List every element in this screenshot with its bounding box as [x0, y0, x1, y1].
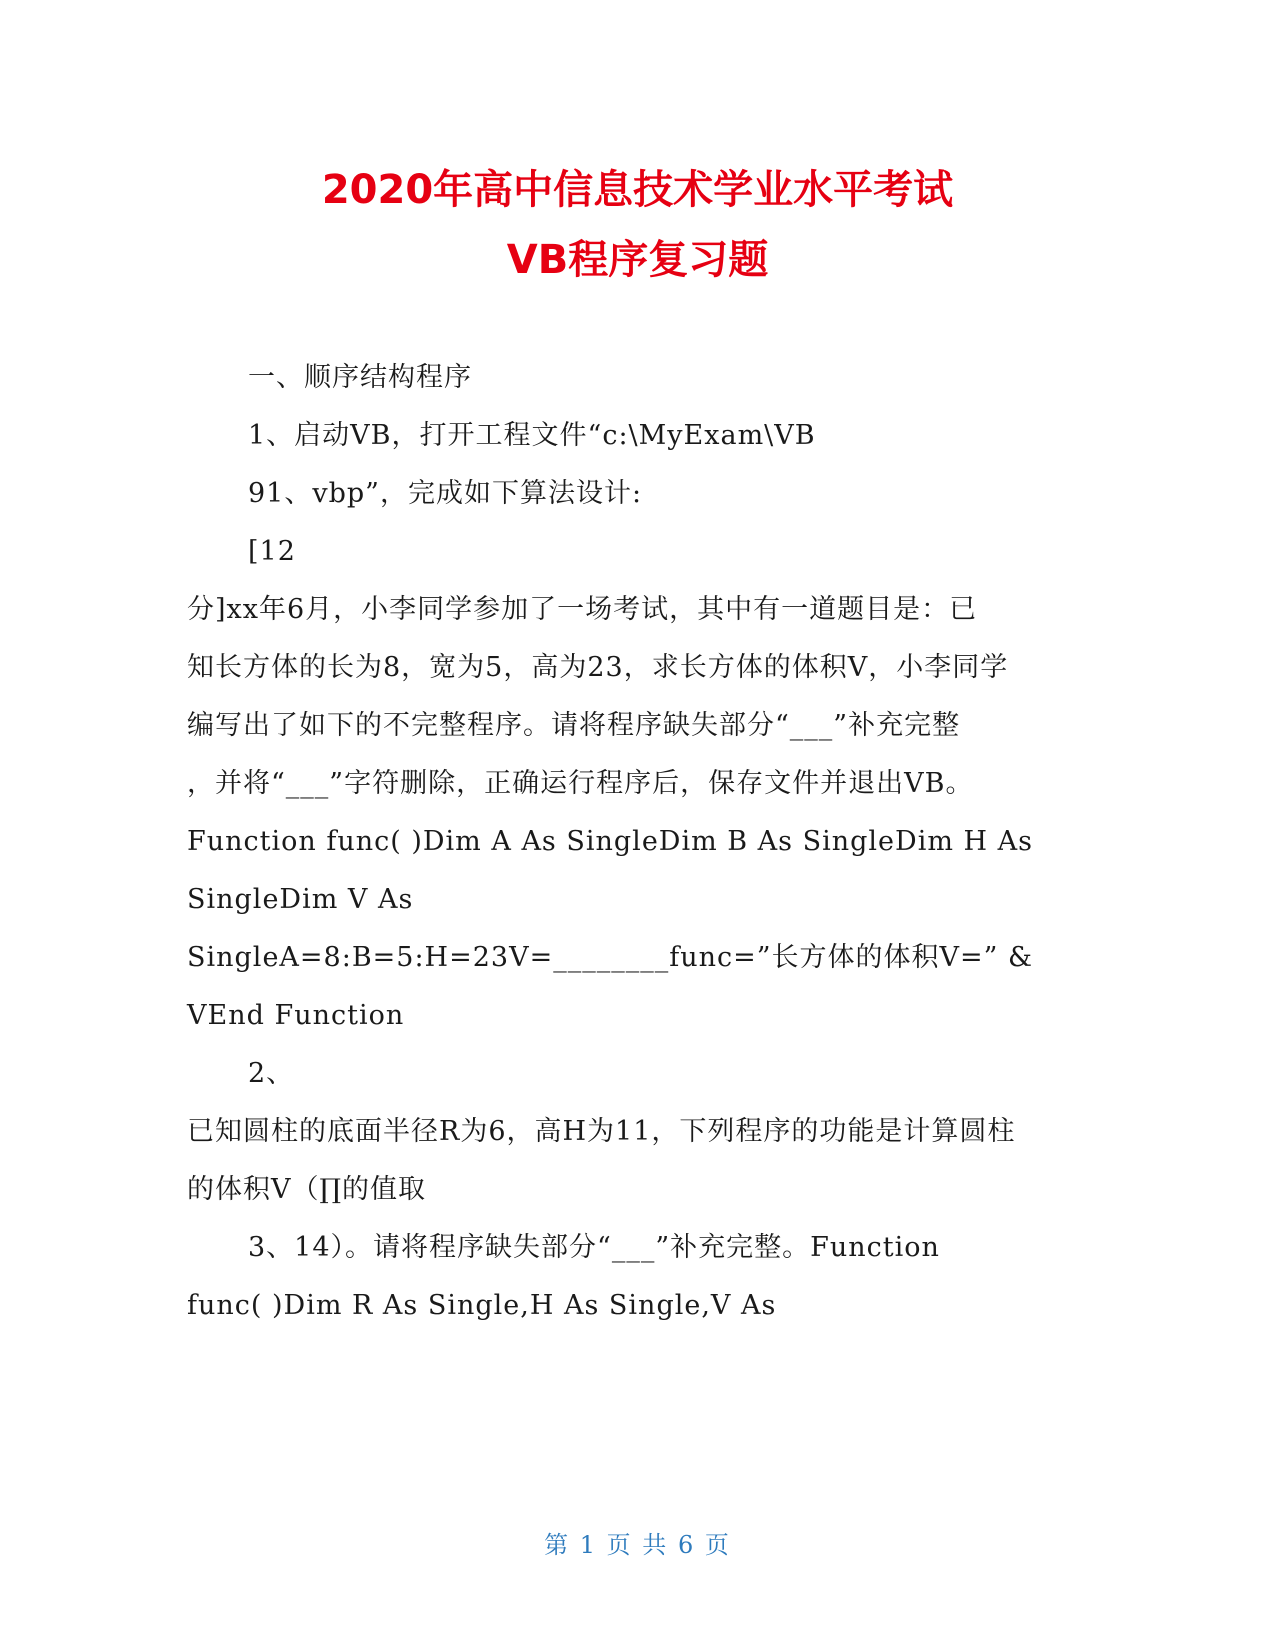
document-subtitle: VB程序复习题 — [506, 237, 769, 283]
code-line: Function func( )Dim A As SingleDim B As SingleDim H As — [187, 826, 1033, 857]
body-line: 知长方体的长为8，宽为5，高为23，求长方体的体积V，小李同学 — [187, 652, 1009, 683]
body-line: ，并将“___”字符删除，正确运行程序后，保存文件并退出VB。 — [187, 768, 974, 799]
document-title: 2020年高中信息技术学业水平考试 — [321, 167, 954, 213]
page-footer: 第 1 页 共 6 页 — [544, 1531, 731, 1559]
code-line: SingleDim V As — [187, 884, 414, 915]
body-line: 分]xx年6月，小李同学参加了一场考试，其中有一道题目是：已 — [187, 594, 978, 625]
question-number: 2、 — [248, 1058, 295, 1089]
body-line: 已知圆柱的底面半径R为6，高H为11，下列程序的功能是计算圆柱 — [187, 1116, 1016, 1147]
code-line: VEnd Function — [187, 1000, 405, 1031]
body-line: 编写出了如下的不完整程序。请将程序缺失部分“___”补充完整 — [187, 710, 961, 741]
body-line: 3、14）。请将程序缺失部分“___”补充完整。Function — [248, 1232, 940, 1263]
body-line: 91、vbp”，完成如下算法设计: — [248, 478, 643, 509]
code-line: SingleA=8:B=5:H=23V=________func=”长方体的体积V=” & — [187, 942, 1034, 973]
body-line: 的体积V（∏的值取 — [187, 1174, 426, 1205]
body-line: 1、启动VB，打开工程文件“c:\MyExam\VB — [248, 420, 816, 451]
body-line: [12 — [248, 536, 296, 567]
section-heading: 一、顺序结构程序 — [248, 362, 472, 393]
code-line: func( )Dim R As Single,H As Single,V As — [187, 1290, 777, 1321]
